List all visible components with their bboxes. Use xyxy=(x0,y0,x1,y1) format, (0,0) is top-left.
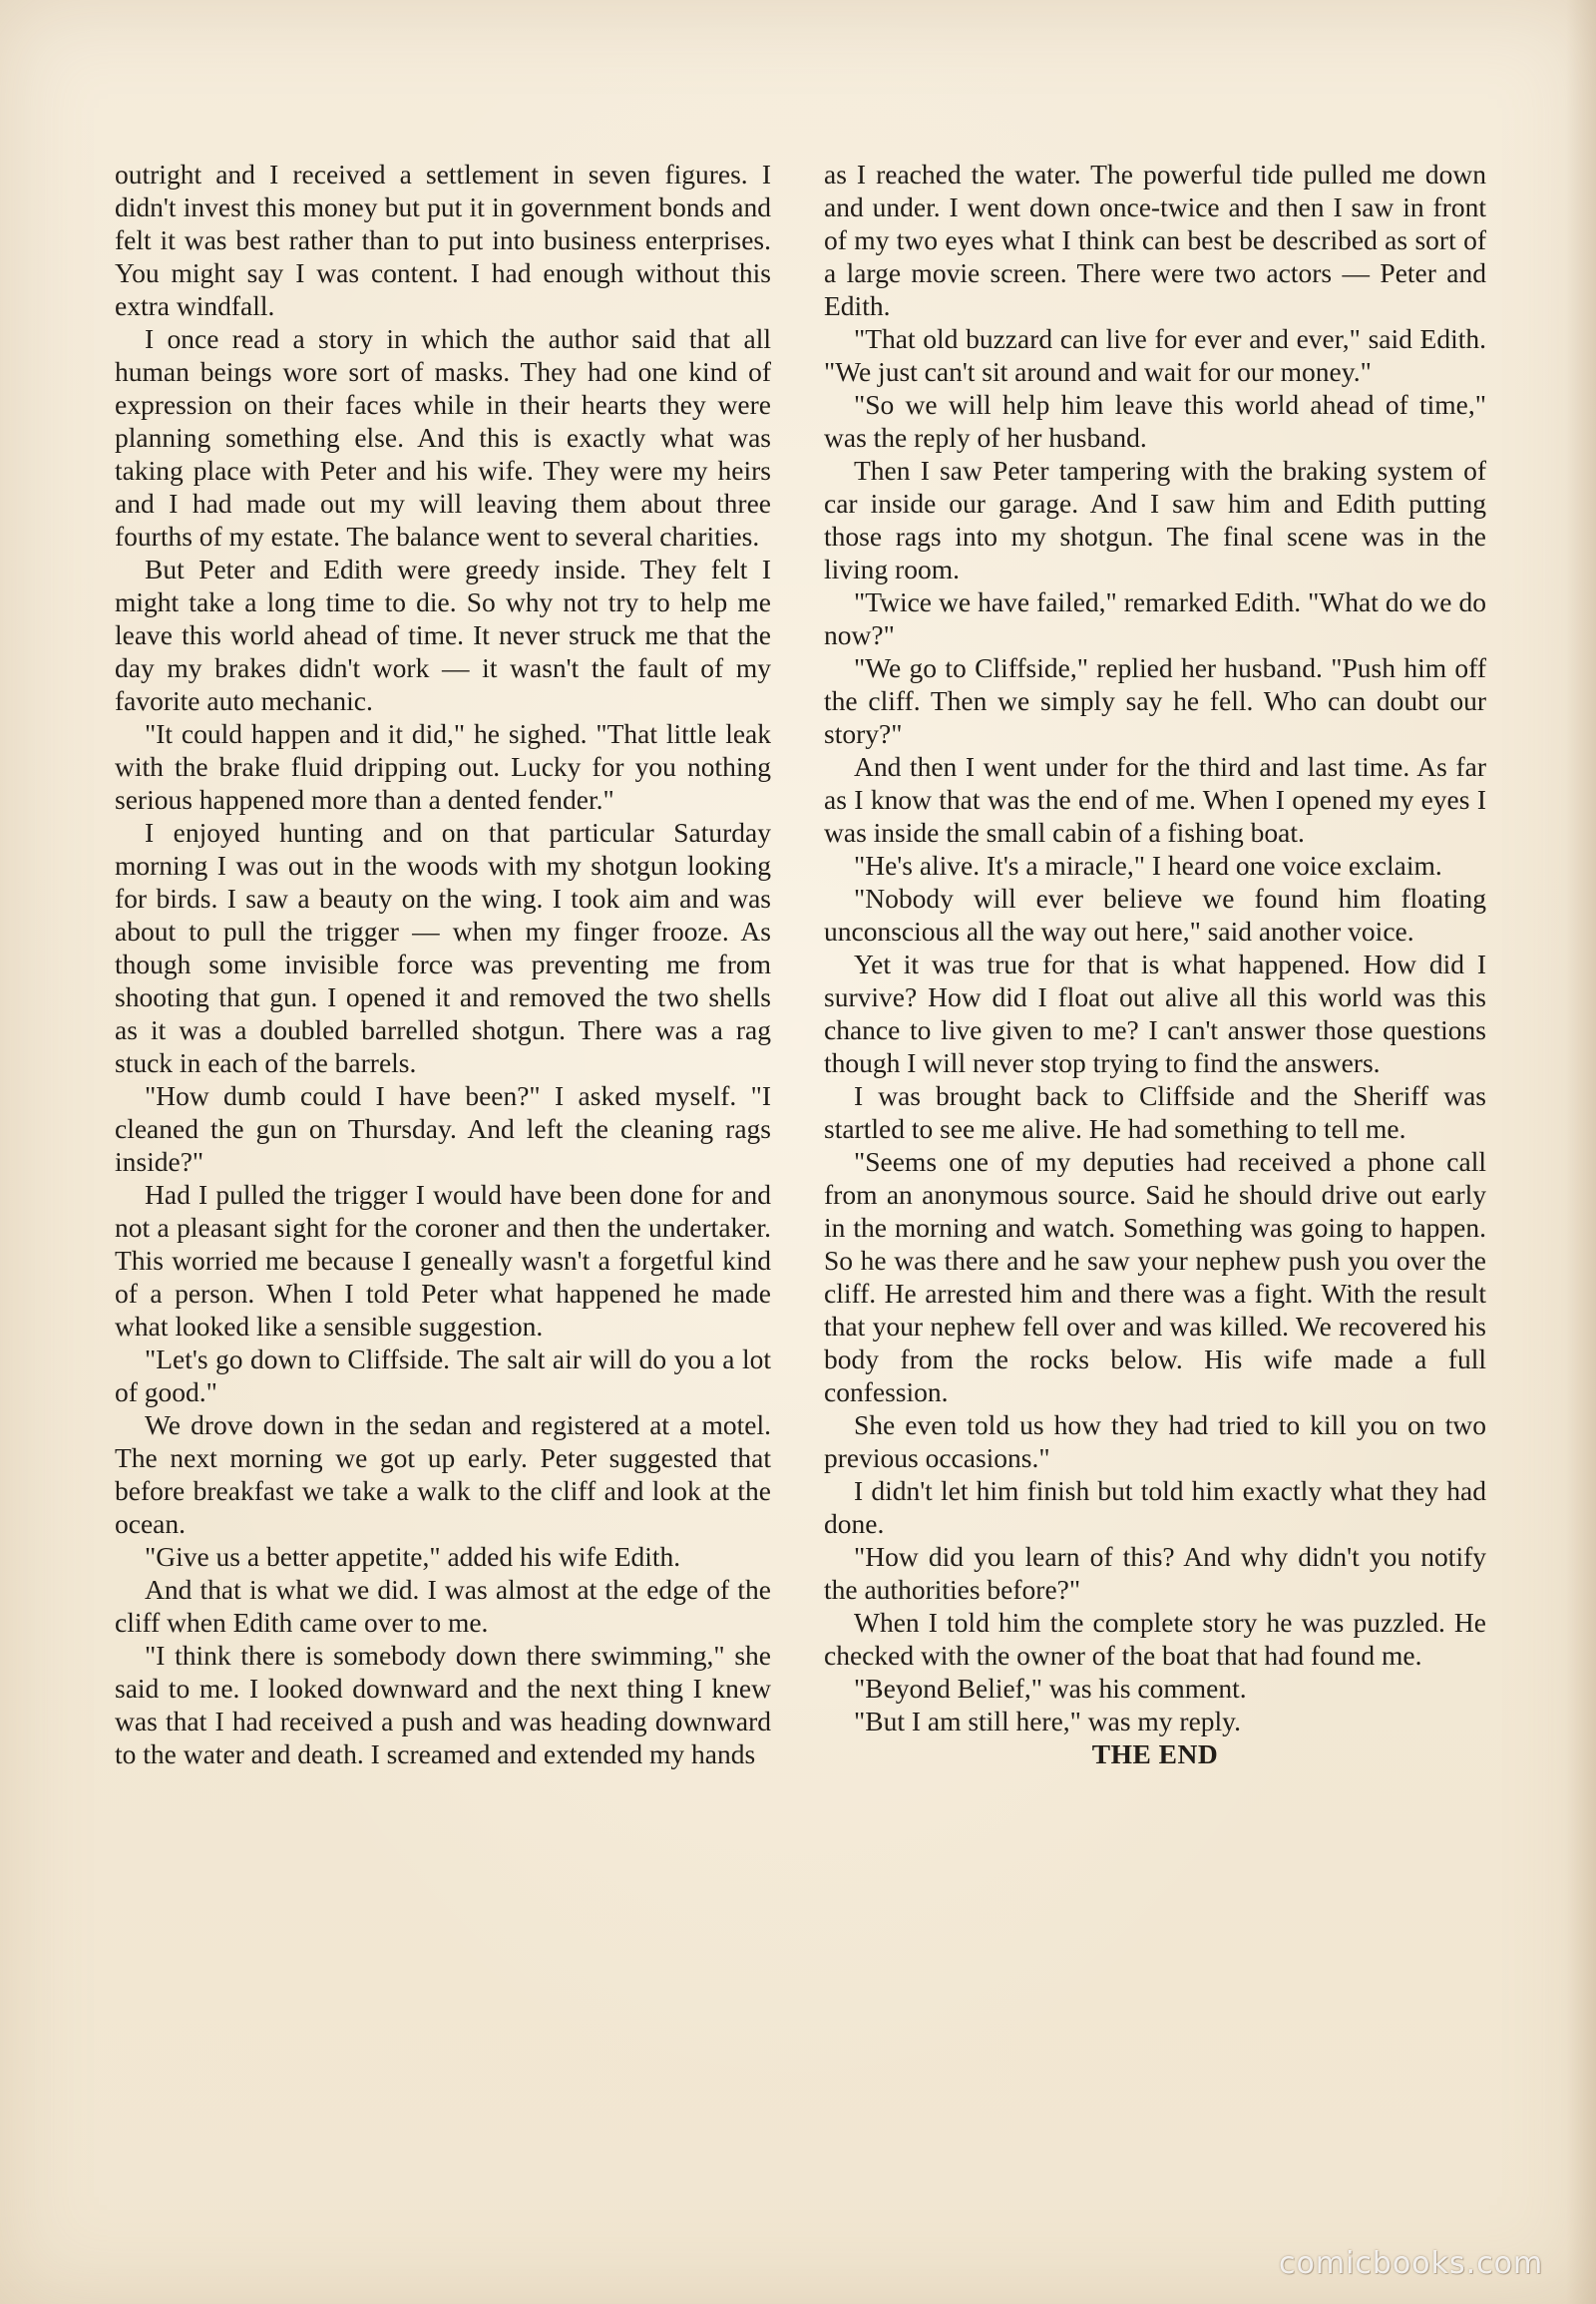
paragraph: I didn't let him finish but told him exactly what they had done. xyxy=(824,1475,1486,1539)
paragraph: I once read a story in which the author said that all human beings wore sort of masks. They had one kind of expression on their faces while in their hearts they were planning something else. And this is exactly what was taking place with Peter and his wife. They were my heirs and I had made out my will leaving them about three fourths of my estate. The balance went to several charities. xyxy=(115,323,771,552)
paragraph: We drove down in the sedan and registered at a motel. The next morning we got up early. Peter suggested that before breakfast we take a walk to the cliff and look at the ocean. xyxy=(115,1409,771,1539)
paragraph: "I think there is somebody down there swimming," she said to me. I looked downward and the next thing I knew was that I had received a push and was heading downward to the water and death. I screamed and extended my hands xyxy=(115,1640,771,1769)
page-edge-shadow xyxy=(1566,0,1596,2304)
paragraph: Had I pulled the trigger I would have been done for and not a pleasant sight for the coroner and then the undertaker. This worried me because I geneally wasn't a forgetful kind of a person. When I told Peter what happened he made what looked like a sensible suggestion. xyxy=(115,1179,771,1342)
paragraph: When I told him the complete story he was puzzled. He checked with the owner of the boat that had found me. xyxy=(824,1607,1486,1671)
paragraph: But Peter and Edith were greedy inside. They felt I might take a long time to die. So why not try to help me leave this world ahead of time. It never struck me that the day my brakes didn't work — it wasn't the fault of my favorite auto mechanic. xyxy=(115,554,771,716)
paragraph: "But I am still here," was my reply. xyxy=(854,1706,1242,1736)
paragraph: "Give us a better appetite," added his wife Edith. xyxy=(145,1541,681,1572)
paragraph: And then I went under for the third and last time. As far as I know that was the end of me. When I opened my eyes I was inside the small cabin of a fishing boat. xyxy=(824,751,1486,848)
paragraph: "He's alive. It's a miracle," I heard one voice exclaim. xyxy=(854,850,1442,881)
paragraph: "We go to Cliffside," replied her husband. "Push him off the cliff. Then we simply say he fell. Who can doubt our story?" xyxy=(824,652,1486,749)
paragraph: "That old buzzard can live for ever and ever," said Edith. "We just can't sit around and wait for our money." xyxy=(824,323,1486,387)
paragraph: "Twice we have failed," remarked Edith. "What do we do now?" xyxy=(824,586,1486,650)
paragraph: "Seems one of my deputies had received a phone call from an anonymous source. Said he should drive out early in the morning and watch. Something was going to happen. So he was there and he saw your nephew push you over the cliff. He arrested him and there was a fight. With the result that your nephew fell over and was killed. We recovered his body from the rocks below. His wife made a full confession. xyxy=(824,1146,1486,1407)
left-text-column xyxy=(115,158,771,1770)
paragraph: And that is what we did. I was almost at the edge of the cliff when Edith came over to me. xyxy=(115,1574,771,1638)
paragraph: "How dumb could I have been?" I asked myself. "I cleaned the gun on Thursday. And left the cleaning rags inside?" xyxy=(115,1080,771,1177)
the-end-label: THE END xyxy=(1091,1738,1219,1769)
paragraph: "So we will help him leave this world ahead of time," was the reply of her husband. xyxy=(824,389,1486,453)
paragraph: "Beyond Belief," was his comment. xyxy=(854,1673,1247,1704)
paragraph: Yet it was true for that is what happened. How did I survive? How did I float out alive all this world was this chance to live given to me? I can't answer those questions though I will never stop trying to find the answers. xyxy=(824,949,1486,1078)
site-watermark: comicbooks.com xyxy=(1279,2246,1544,2281)
paragraph: I enjoyed hunting and on that particular Saturday morning I was out in the woods with my shotgun looking for birds. I saw a beauty on the wing. I took aim and was about to pull the trigger — when my finger frooze. As though some invisible force was preventing me from shooting that gun. I opened it and removed the two shells as it was a doubled barrelled shotgun. There was a rag stuck in each of the barrels. xyxy=(115,817,771,1078)
paragraph: "Let's go down to Cliffside. The salt air will do you a lot of good." xyxy=(115,1344,771,1407)
paragraph: Then I saw Peter tampering with the braking system of car inside our garage. And I saw him and Edith putting those rags into my shotgun. The final scene was in the living room. xyxy=(824,455,1486,584)
paragraph: I was brought back to Cliffside and the Sheriff was startled to see me alive. He had something to tell me. xyxy=(824,1080,1486,1144)
paragraph: She even told us how they had tried to kill you on two previous occasions." xyxy=(824,1409,1486,1473)
paragraph: "How did you learn of this? And why didn't you notify the authorities before?" xyxy=(824,1541,1486,1605)
paragraph: as I reached the water. The powerful tide pulled me down and under. I went down once-twice and then I saw in front of my two eyes what I think can best be described as sort of a large movie screen. There were two actors — Peter and Edith. xyxy=(824,159,1486,321)
paragraph: "It could happen and it did," he sighed. "That little leak with the brake fluid dripping out. Lucky for you nothing serious happened more than a dented fender." xyxy=(115,718,771,815)
right-text-column xyxy=(824,158,1486,1770)
paragraph: "Nobody will ever believe we found him floating unconscious all the way out here," said another voice. xyxy=(824,883,1486,947)
paragraph: outright and I received a settlement in seven figures. I didn't invest this money but put it in government bonds and felt it was best rather than to put into business enterprises. You might say I was content. I had enough without this extra windfall. xyxy=(115,159,771,321)
